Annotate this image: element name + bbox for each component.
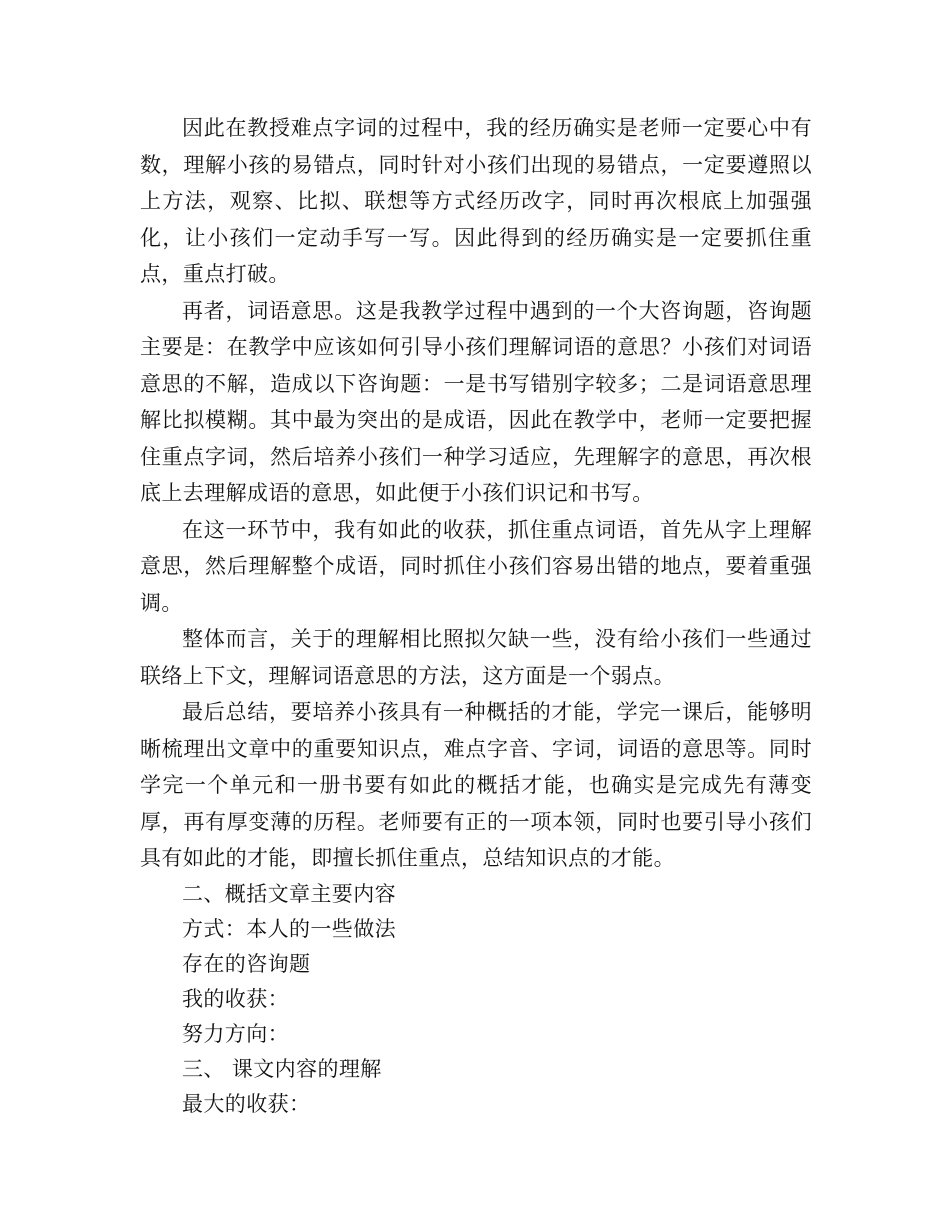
paragraph-weakness: 整体而言，关于的理解相比照拟欠缺一些，没有给小孩们一些通过联络上下文，理解词语意思的方法，这方面是一个弱点。 [140, 627, 812, 688]
document-body [140, 110, 812, 1122]
list-item-method: 方式：本人的一些做法 [182, 916, 396, 941]
paragraph-difficult-words: 因此在教授难点字词的过程中，我的经历确实是老师一定要心中有数，理解小孩的易错点，同时针对小孩们出现的易错点，一定要遵照以上方法，观察、比拟、联想等方式经历改字，同时再次根底上加强强化，让小孩们一定动手写一写。因此得到的经历确实是一定要抓住重点，重点打破。 [140, 116, 812, 286]
paragraph-summary: 最后总结，要培养小孩具有一种概括的才能，学完一课后，能够明晰梳理出文章中的重要知识点，难点字音、字词，词语的意思等。同时学完一个单元和一册书要有如此的概括才能，也确实是完成先有薄变厚，再有厚变薄的历程。老师要有正的一项本领，同时也要引导小孩们具有如此的才能，即擅长抓住重点，总结知识点的才能。 [140, 700, 812, 870]
list-item-direction: 努力方向： [182, 1021, 289, 1046]
paragraph-word-meaning: 再者，词语意思。这是我教学过程中遇到的一个大咨询题，咨询题主要是：在教学中应该如何引导小孩们理解词语的意思？小孩们对词语意思的不解，造成以下咨询题：一是书写错别字较多；二是词语意思理解比拟模糊。其中最为突出的是成语，因此在教学中，老师一定要把握住重点字词，然后培养小孩们一种学习适应，先理解字的意思，再次根底上去理解成语的意思，如此便于小孩们识记和书写。 [140, 298, 812, 505]
section-heading-summarize-content: 二、概括文章主要内容 [182, 881, 396, 906]
list-item-harvest: 我的收获： [182, 986, 289, 1011]
list-item-problems: 存在的咨询题 [182, 951, 311, 976]
list-item-biggest-harvest: 最大的收获： [182, 1091, 311, 1116]
section-heading-text-understanding: 三、 课文内容的理解 [182, 1056, 382, 1081]
paragraph-harvest: 在这一环节中，我有如此的收获，抓住重点词语，首先从字上理解意思，然后理解整个成语，同时抓住小孩们容易出错的地点，要着重强调。 [140, 517, 812, 615]
